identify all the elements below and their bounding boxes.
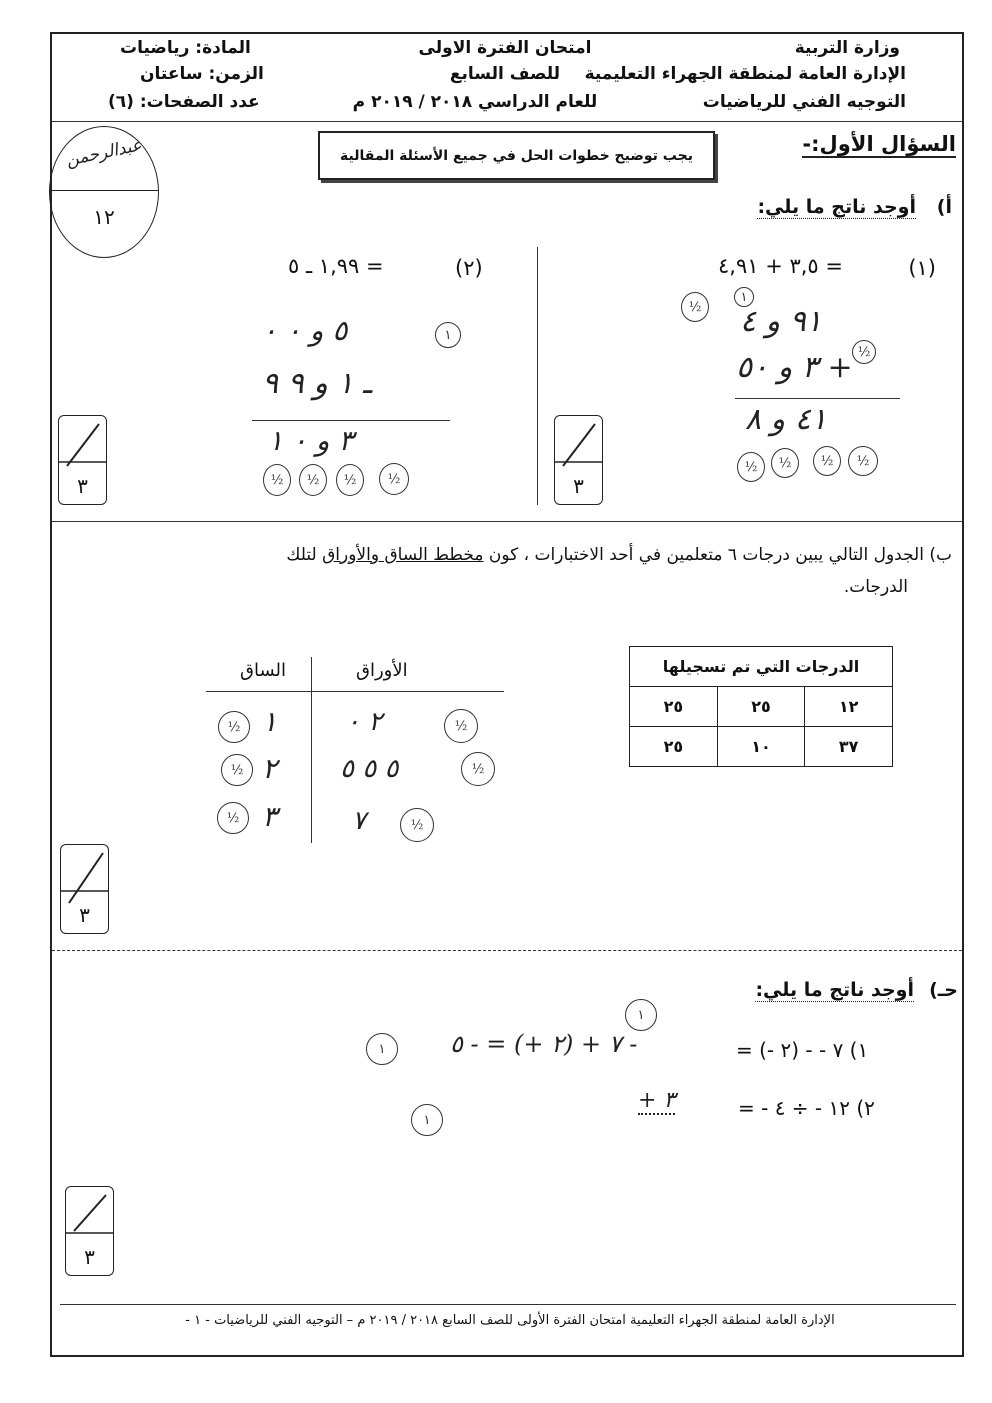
- mark-half: ½: [681, 292, 709, 322]
- notice-box: [318, 131, 715, 180]
- table-cell: ٢٥: [630, 687, 718, 727]
- grade-box-part-c: [65, 1186, 114, 1276]
- part-a-label: أ): [936, 196, 952, 218]
- problem2-work-line3: ٣ و ٠ ١: [268, 424, 354, 457]
- mark-half: ½: [444, 709, 478, 743]
- footer-text: الإدارة العامة لمنطقة الجهراء التعليمية امتحان الفترة الأولى للصف السابع ٢٠١٨ / ٢٠١٩ م – التوجيه الفني للرياضيات - ١ -: [185, 1313, 835, 1328]
- stem-leaf-hrule: [206, 691, 504, 692]
- leaf-values: ٧: [352, 806, 366, 836]
- mark-half: ½: [299, 464, 327, 496]
- grade-value: ٣: [79, 903, 90, 927]
- problem2-expression: = ١,٩٩ ـ ٥: [288, 254, 384, 278]
- mark-half: ½: [848, 446, 878, 476]
- mark-half: ½: [461, 752, 495, 786]
- mark-half: ½: [336, 464, 364, 496]
- question1-title: السؤال الأول:-: [802, 132, 956, 156]
- mark-one: ١: [625, 999, 657, 1031]
- problem1-work-line3: ٤١ و ٨: [745, 402, 827, 437]
- problem2-work-line1: ٥ و ٠ ٠: [262, 314, 348, 347]
- leaf-values: ٥ ٥ ٥: [340, 754, 399, 784]
- mark-half: ½: [400, 808, 434, 842]
- total-score-circle: [49, 126, 159, 258]
- part-a-title: أوجد ناتج ما يلي:: [757, 196, 916, 218]
- problem1-number: (١): [908, 256, 936, 280]
- total-score-value: ١٢: [93, 205, 115, 229]
- part-c-title: أوجد ناتج ما يلي:: [755, 979, 914, 1001]
- leaf-header: الأوراق: [356, 660, 408, 681]
- part-c-problem1-work: - ٧ + (٢ +) = - ٥: [450, 1030, 638, 1058]
- part-b-line1: [286, 545, 952, 565]
- header-time: الزمن: ساعتان: [140, 64, 264, 84]
- mark-half: ½: [737, 452, 765, 482]
- mark-one: ١: [411, 1104, 443, 1136]
- part-c-problem1: ١) ٧ - - (٢ -) =: [736, 1038, 869, 1062]
- grade-value: ٣: [573, 474, 584, 498]
- part-c-label: حـ): [929, 979, 958, 1001]
- problem1-work-line1: ٩١ و ٤: [740, 304, 822, 339]
- grader-signature: عبدالرحمن: [64, 135, 144, 171]
- header-divider: [52, 121, 962, 122]
- scores-table-header: الدرجات التي تم تسجيلها: [630, 647, 893, 687]
- grade-value: ٣: [77, 474, 88, 498]
- grade-value: ٣: [84, 1245, 95, 1269]
- header-grade: للصف السابع: [449, 64, 561, 84]
- header-ministry: وزارة التربية: [794, 38, 900, 58]
- header-directorate: الإدارة العامة لمنطقة الجهراء التعليمية: [584, 64, 906, 84]
- footer-rule: [60, 1304, 956, 1305]
- mark-half: ½: [771, 448, 799, 478]
- table-cell: ١٠: [717, 727, 805, 767]
- mark-one: ١: [366, 1033, 398, 1065]
- problem2-work-line2: ـ ١ و ٩ ٩: [262, 366, 372, 401]
- table-cell: ٢٥: [630, 727, 718, 767]
- section-divider: [52, 950, 962, 951]
- table-cell: ٢٥: [717, 687, 805, 727]
- table-cell: ٣٧: [805, 727, 893, 767]
- header-department: التوجيه الفني للرياضيات: [702, 92, 906, 112]
- header-pages: عدد الصفحات: (٦): [108, 92, 260, 112]
- mark-half: ½: [263, 464, 291, 496]
- stem-leaf-vrule: [311, 657, 312, 843]
- mark-half: ½: [217, 802, 249, 834]
- grade-box-problem2: [554, 415, 603, 505]
- part-c-problem2-work: ٣ +: [638, 1088, 676, 1113]
- stem-header: الساق: [240, 660, 286, 681]
- scores-table: [629, 646, 893, 767]
- part-b-line2: الدرجات.: [843, 577, 908, 597]
- part-b-text-end: لتلك: [286, 545, 317, 565]
- table-cell: ١٢: [805, 687, 893, 727]
- grade-box-problem1: [58, 415, 107, 505]
- mark-half: ½: [852, 340, 876, 364]
- part-b-underlined: مخطط الساق والأوراق: [322, 545, 484, 565]
- leaf-values: ٢ ٠: [346, 707, 383, 737]
- section-divider: [52, 521, 962, 522]
- mark-one: ١: [435, 322, 461, 348]
- header-subject: المادة: رياضيات: [120, 38, 251, 58]
- problem2-work-rule: [252, 420, 450, 421]
- grade-box-part-b: [60, 844, 109, 934]
- notice-text: يجب توضيح خطوات الحل في جميع الأسئلة المقالية: [340, 147, 693, 164]
- header-year: للعام الدراسي ٢٠١٨ / ٢٠١٩ م: [352, 92, 598, 112]
- part-a-divider: [537, 247, 538, 505]
- stem-value: ٢: [262, 752, 278, 785]
- problem1-work-rule: [735, 398, 900, 399]
- problem1-expression: = ٣,٥ + ٤,٩١: [718, 254, 843, 278]
- stem-value: ١: [262, 705, 278, 738]
- stem-value: ٣: [262, 800, 278, 833]
- part-c-problem2: ٢) ١٢ - ÷ ٤ - =: [738, 1096, 875, 1120]
- part-b-text: ب) الجدول التالي يبين درجات ٦ متعلمين في أحد الاختبارات ، كون: [488, 545, 952, 565]
- mark-one: ١: [734, 287, 754, 307]
- problem2-number: (٢): [455, 256, 483, 280]
- mark-half: ½: [221, 754, 253, 786]
- mark-half: ½: [813, 446, 841, 476]
- header-exam-title: امتحان الفترة الاولى: [418, 38, 592, 58]
- mark-half: ½: [218, 711, 250, 743]
- problem1-work-line2: + ٣ و ٥٠: [736, 350, 853, 385]
- mark-half: ½: [379, 463, 409, 495]
